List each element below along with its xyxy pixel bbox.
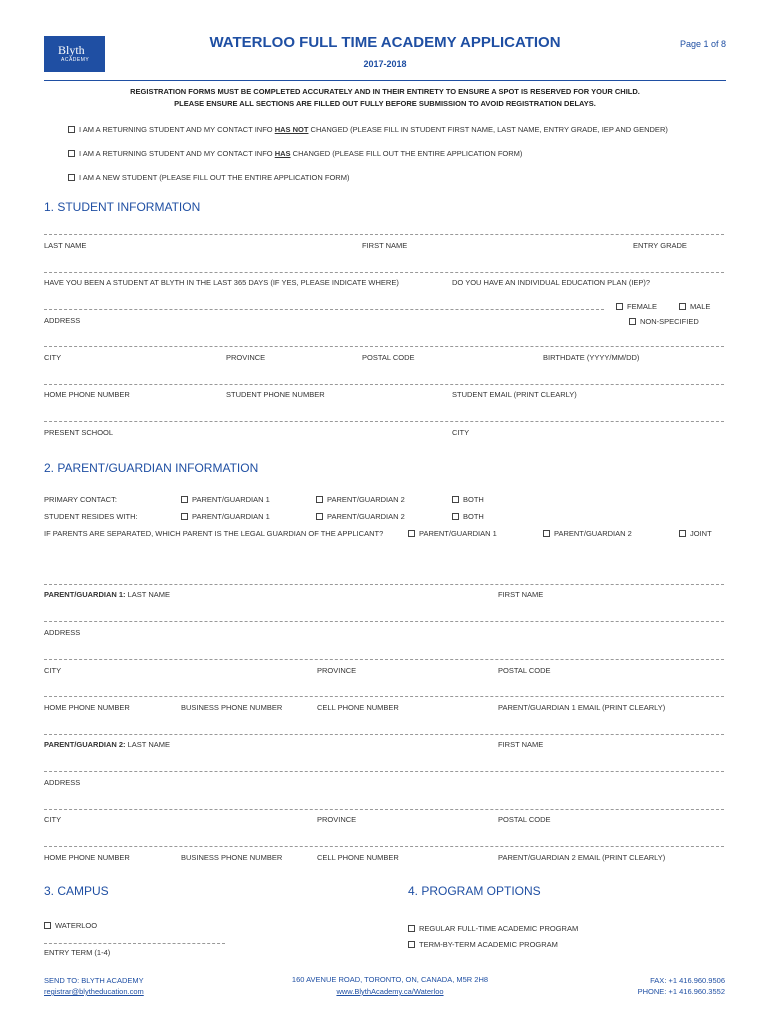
gender-female[interactable]: FEMALE — [616, 302, 657, 311]
label-city: CITY — [44, 353, 62, 362]
checkbox[interactable] — [679, 530, 686, 537]
label-student-email: STUDENT EMAIL (PRINT CLEARLY) — [452, 390, 577, 399]
logo-subtext: ACADEMY — [61, 57, 90, 63]
status-option-changed[interactable]: I AM A RETURNING STUDENT AND MY CONTACT INFO HAS CHANGED (PLEASE FILL OUT THE ENTIRE APPLICATION FORM) — [68, 149, 522, 158]
label-pg2-postal-code: POSTAL CODE — [498, 815, 551, 824]
label-entry-term: ENTRY TERM (1-4) — [44, 948, 111, 957]
label-pg1-email: PARENT/GUARDIAN 1 EMAIL (PRINT CLEARLY) — [498, 703, 666, 712]
label-home-phone: HOME PHONE NUMBER — [44, 390, 130, 399]
label-pg2-home-phone: HOME PHONE NUMBER — [44, 853, 130, 862]
program-regular[interactable]: REGULAR FULL-TIME ACADEMIC PROGRAM — [408, 924, 578, 933]
section-parent-heading: 2. PARENT/GUARDIAN INFORMATION — [44, 461, 259, 475]
checkbox[interactable] — [68, 174, 75, 181]
gender-male[interactable]: MALE — [679, 302, 710, 311]
field-line-student-name[interactable] — [44, 234, 724, 235]
label-pg2-city: CITY — [44, 815, 62, 824]
label-birthdate: BIRTHDATE (YYYY/MM/DD) — [543, 353, 640, 362]
section-campus-heading: 3. CAMPUS — [44, 884, 109, 898]
label-pg1-business-phone: BUSINESS PHONE NUMBER — [181, 703, 283, 712]
school-year: 2017-2018 — [363, 59, 407, 69]
checkbox[interactable] — [316, 513, 323, 520]
label-entry-grade: ENTRY GRADE — [633, 241, 687, 250]
label-pg1-first-name: FIRST NAME — [498, 590, 544, 599]
field-line-phone[interactable] — [44, 384, 724, 385]
label-pg1-last-name: PARENT/GUARDIAN 1: LAST NAME — [44, 590, 170, 599]
label-province: PROVINCE — [226, 353, 266, 362]
header-divider — [44, 80, 726, 81]
footer-fax: FAX: +1 416.960.9506 — [650, 976, 725, 985]
label-pg2-email: PARENT/GUARDIAN 2 EMAIL (PRINT CLEARLY) — [498, 853, 666, 862]
page-title: WATERLOO FULL TIME ACADEMY APPLICATION — [209, 34, 561, 51]
field-line-pg2-name[interactable] — [44, 734, 724, 735]
status-option-unchanged[interactable]: I AM A RETURNING STUDENT AND MY CONTACT INFO HAS NOT CHANGED (PLEASE FILL IN STUDENT FIRST NAME, LAST NAME, ENTRY GRADE, IEP AND GENDER) — [68, 125, 668, 134]
checkbox[interactable] — [44, 922, 51, 929]
guardian-pg1[interactable]: PARENT/GUARDIAN 1 — [408, 529, 497, 538]
field-line-school[interactable] — [44, 421, 724, 422]
campus-waterloo[interactable]: WATERLOO — [44, 921, 97, 930]
label-blyth-365: HAVE YOU BEEN A STUDENT AT BLYTH IN THE LAST 365 DAYS (IF YES, PLEASE INDICATE WHERE) — [44, 278, 399, 287]
label-pg2-first-name: FIRST NAME — [498, 740, 544, 749]
footer-email-link[interactable]: registrar@blytheducation.com — [44, 987, 144, 996]
label-separated-question: IF PARENTS ARE SEPARATED, WHICH PARENT IS THE LEGAL GUARDIAN OF THE APPLICANT? — [44, 529, 384, 538]
section-program-heading: 4. PROGRAM OPTIONS — [408, 884, 541, 898]
checkbox[interactable] — [408, 530, 415, 537]
label-pg1-address: ADDRESS — [44, 628, 81, 637]
label-pg1-postal-code: POSTAL CODE — [498, 666, 551, 675]
label-iep: DO YOU HAVE AN INDIVIDUAL EDUCATION PLAN (IEP)? — [452, 278, 651, 287]
label-last-name: LAST NAME — [44, 241, 87, 250]
label-school-city: CITY — [452, 428, 470, 437]
checkbox[interactable] — [68, 126, 75, 133]
section-student-heading: 1. STUDENT INFORMATION — [44, 200, 201, 214]
checkbox[interactable] — [543, 530, 550, 537]
footer-website-link[interactable]: www.BlythAcademy.ca/Waterloo — [336, 987, 444, 996]
checkbox[interactable] — [679, 303, 686, 310]
primary-contact-pg1[interactable]: PARENT/GUARDIAN 1 — [181, 495, 270, 504]
checkbox[interactable] — [181, 513, 188, 520]
notice-line-1: REGISTRATION FORMS MUST BE COMPLETED ACCURATELY AND IN THEIR ENTIRETY TO ENSURE A SPOT IS RESERVED FOR YOUR CHILD. — [130, 87, 640, 96]
primary-contact-pg2[interactable]: PARENT/GUARDIAN 2 — [316, 495, 405, 504]
label-address: ADDRESS — [44, 316, 81, 325]
checkbox[interactable] — [408, 925, 415, 932]
label-present-school: PRESENT SCHOOL — [44, 428, 114, 437]
label-pg2-last-name: PARENT/GUARDIAN 2: LAST NAME — [44, 740, 170, 749]
primary-contact-both[interactable]: BOTH — [452, 495, 484, 504]
label-pg2-address: ADDRESS — [44, 778, 81, 787]
label-pg1-province: PROVINCE — [317, 666, 357, 675]
field-line-city[interactable] — [44, 346, 724, 347]
guardian-joint[interactable]: JOINT — [679, 529, 712, 538]
notice-line-2: PLEASE ENSURE ALL SECTIONS ARE FILLED OUT FULLY BEFORE SUBMISSION TO AVOID REGISTRATION DELAYS. — [174, 99, 596, 108]
gender-non-specified[interactable]: NON-SPECIFIED — [629, 317, 699, 326]
label-pg2-business-phone: BUSINESS PHONE NUMBER — [181, 853, 283, 862]
label-pg1-home-phone: HOME PHONE NUMBER — [44, 703, 130, 712]
label-pg2-cell-phone: CELL PHONE NUMBER — [317, 853, 399, 862]
checkbox[interactable] — [181, 496, 188, 503]
label-pg2-province: PROVINCE — [317, 815, 357, 824]
guardian-pg2[interactable]: PARENT/GUARDIAN 2 — [543, 529, 632, 538]
footer-address: 160 AVENUE ROAD, TORONTO, ON, CANADA, M5R 2H8 — [291, 975, 489, 984]
field-line-pg1-city[interactable] — [44, 659, 724, 660]
field-line-blyth-history[interactable] — [44, 272, 724, 273]
label-postal-code: POSTAL CODE — [362, 353, 415, 362]
label-pg1-cell-phone: CELL PHONE NUMBER — [317, 703, 399, 712]
status-option-new[interactable]: I AM A NEW STUDENT (PLEASE FILL OUT THE ENTIRE APPLICATION FORM) — [68, 173, 349, 182]
label-primary-contact: PRIMARY CONTACT: — [44, 495, 117, 504]
resides-with-both[interactable]: BOTH — [452, 512, 484, 521]
field-line-address[interactable] — [44, 309, 604, 310]
field-line-pg1-name[interactable] — [44, 584, 724, 585]
program-term-by-term[interactable]: TERM-BY-TERM ACADEMIC PROGRAM — [408, 940, 558, 949]
page-number: Page 1 of 8 — [680, 39, 727, 49]
footer-phone: PHONE: +1 416.960.3552 — [637, 987, 725, 996]
checkbox[interactable] — [629, 318, 636, 325]
field-line-entry-term[interactable] — [44, 943, 225, 944]
checkbox[interactable] — [408, 941, 415, 948]
checkbox[interactable] — [68, 150, 75, 157]
label-first-name: FIRST NAME — [362, 241, 408, 250]
checkbox[interactable] — [452, 496, 459, 503]
footer-send-to: SEND TO: BLYTH ACADEMY — [44, 976, 144, 985]
checkbox[interactable] — [452, 513, 459, 520]
label-student-phone: STUDENT PHONE NUMBER — [226, 390, 325, 399]
label-resides-with: STUDENT RESIDES WITH: — [44, 512, 138, 521]
field-line-pg1-address[interactable] — [44, 621, 724, 622]
resides-with-pg1[interactable]: PARENT/GUARDIAN 1 — [181, 512, 270, 521]
checkbox[interactable] — [616, 303, 623, 310]
checkbox[interactable] — [316, 496, 323, 503]
field-line-pg1-phone[interactable] — [44, 696, 724, 697]
field-line-pg2-phone[interactable] — [44, 846, 724, 847]
field-line-pg2-city[interactable] — [44, 809, 724, 810]
logo-text: Blyth — [58, 43, 85, 57]
resides-with-pg2[interactable]: PARENT/GUARDIAN 2 — [316, 512, 405, 521]
field-line-pg2-address[interactable] — [44, 771, 724, 772]
label-pg1-city: CITY — [44, 666, 62, 675]
